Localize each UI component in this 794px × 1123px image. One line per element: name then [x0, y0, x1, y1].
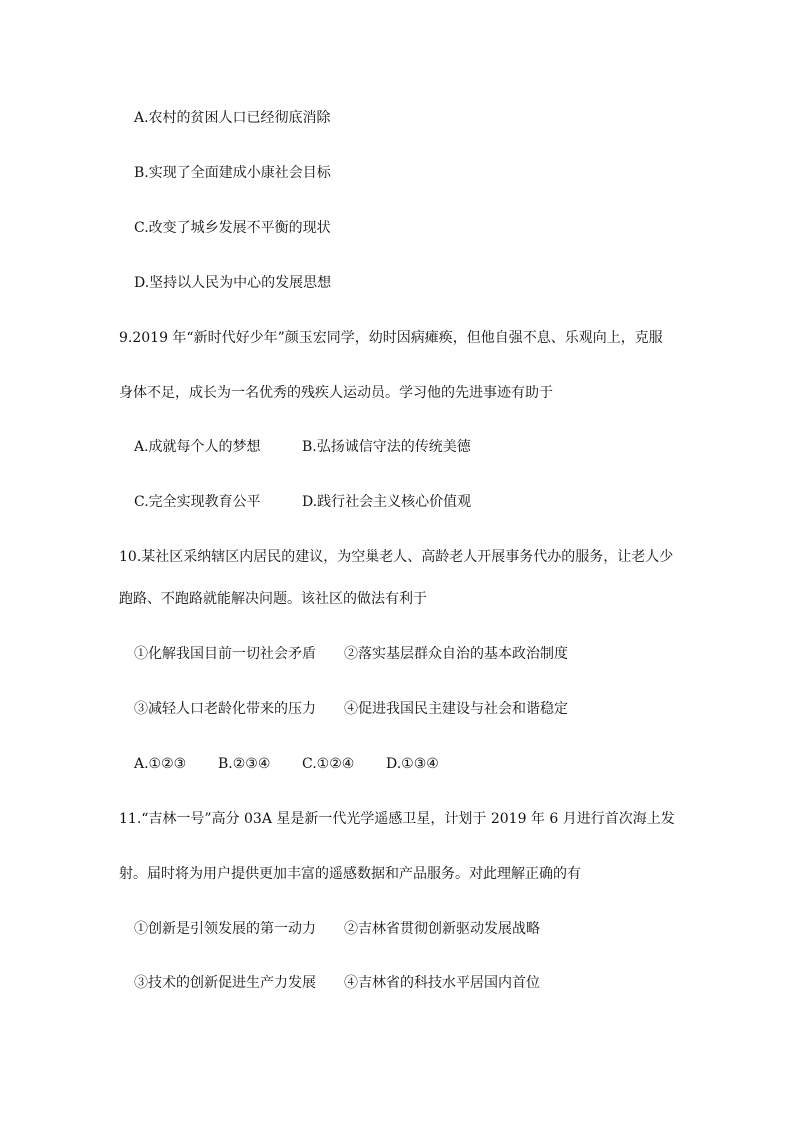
- q10-statement-2: ②落实基层群众自治的基本政治制度: [344, 646, 568, 662]
- q9-option-c: C.完全实现教育公平: [134, 494, 261, 510]
- q10-statement-3: ③减轻人口老龄化带来的压力: [134, 701, 316, 717]
- q8-option-c: C.改变了城乡发展不平衡的现状: [134, 220, 331, 236]
- q9-option-d: D.践行社会主义核心价值观: [302, 494, 472, 510]
- q11-stem-line1: 11.“吉林一号”高分 03A 星是新一代光学遥感卫星，计划于 2019 年 6 月进行首次海上发: [119, 811, 675, 827]
- q11-statement-1: ①创新是引领发展的第一动力: [134, 921, 316, 937]
- q10-stem-line2: 跑路、不跑路就能解决问题。该社区的做法有利于: [119, 591, 427, 607]
- q10-statement-1: ①化解我国目前一切社会矛盾: [134, 646, 316, 662]
- q11-statement-4: ④吉林省的科技水平居国内首位: [344, 975, 540, 991]
- q11-statement-2: ②吉林省贯彻创新驱动发展战略: [344, 921, 540, 937]
- q10-statement-4: ④促进我国民主建设与社会和谐稳定: [344, 701, 568, 717]
- q8-option-d: D.坚持以人民为中心的发展思想: [134, 275, 332, 291]
- q9-stem-line1: 9.2019 年“新时代好少年”颜玉宏同学，幼时因病瘫痪，但他自强不息、乐观向上，克服: [119, 330, 663, 346]
- q9-option-b: B.弘扬诚信守法的传统美德: [302, 439, 471, 455]
- q11-stem-line2: 射。届时将为用户提供更加丰富的遥感数据和产品服务。对此理解正确的有: [119, 866, 581, 882]
- q9-stem-line2: 身体不足，成长为一名优秀的残疾人运动员。学习他的先进事迹有助于: [119, 385, 553, 401]
- q8-option-a: A.农村的贫困人口已经彻底消除: [134, 110, 331, 126]
- q10-option-a: A.①②③: [134, 756, 187, 772]
- q11-statement-3: ③技术的创新促进生产力发展: [134, 975, 316, 991]
- q10-option-b: B.②③④: [218, 756, 271, 772]
- q10-option-d: D.①③④: [386, 756, 439, 772]
- q9-option-a: A.成就每个人的梦想: [134, 439, 261, 455]
- q10-stem-line1: 10.某社区采纳辖区内居民的建议，为空巢老人、高龄老人开展事务代办的服务，让老人少: [119, 549, 674, 565]
- q10-option-c: C.①②④: [302, 756, 355, 772]
- q8-option-b: B.实现了全面建成小康社会目标: [134, 165, 331, 181]
